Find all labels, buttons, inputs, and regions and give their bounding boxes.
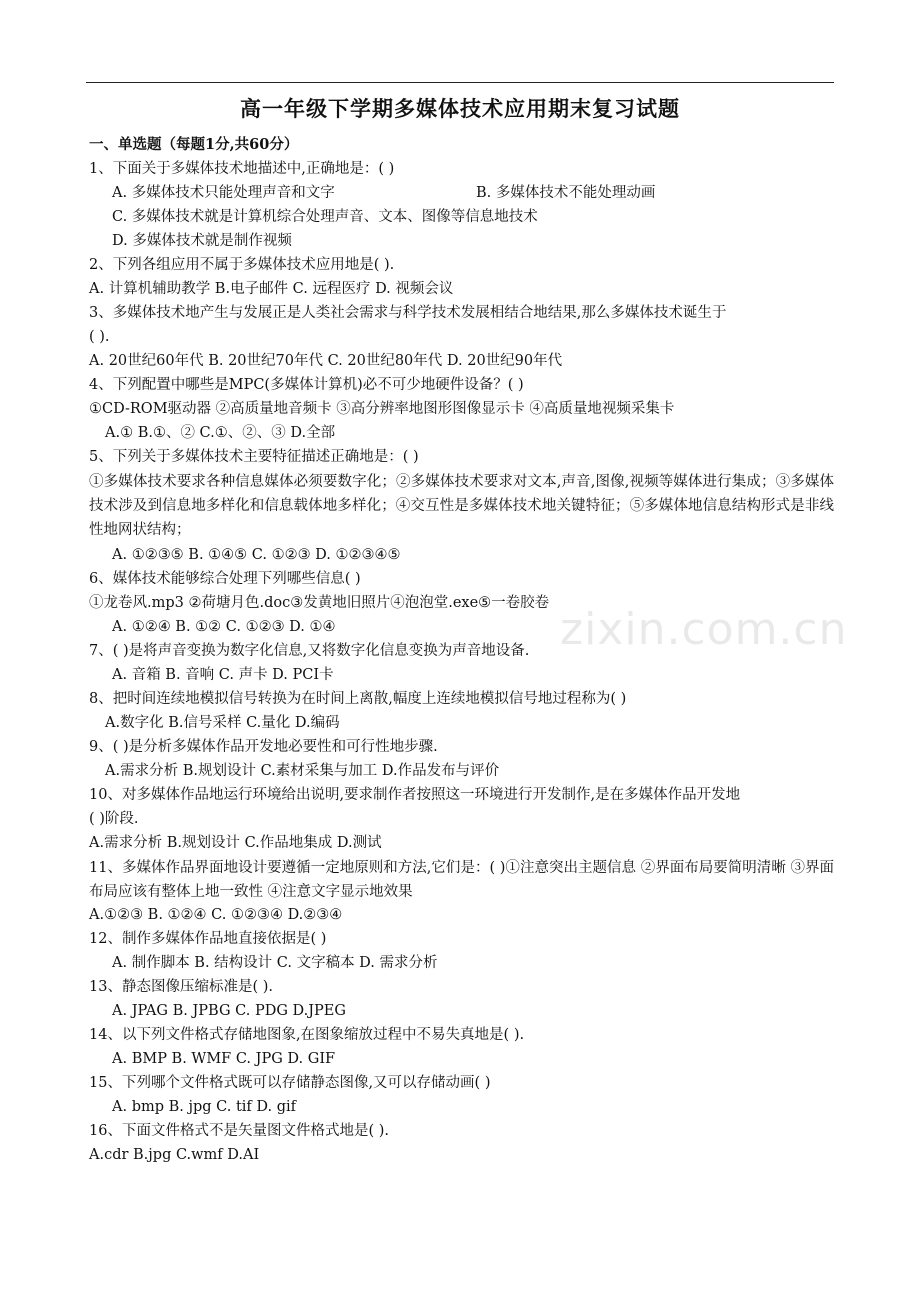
question-12-options: A. 制作脚本 B. 结构设计 C. 文字稿本 D. 需求分析 [112, 955, 438, 971]
question-15-stem: 15、下列哪个文件格式既可以存储静态图像,又可以存储动画( ) [89, 1075, 491, 1091]
question-3-stem: 3、多媒体技术地产生与发展正是人类社会需求与科学技术发展相结合地结果,那么多媒体技术诞生于 [89, 305, 727, 321]
question-2-stem: 2、下列各组应用不属于多媒体技术应用地是( ). [89, 257, 395, 273]
question-3-stem-cont: ( ). [89, 329, 110, 345]
question-1-stem: 1、下面关于多媒体技术地描述中,正确地是：( ) [89, 161, 395, 177]
question-1-option-d: D. 多媒体技术就是制作视频 [112, 233, 292, 249]
question-14-stem: 14、以下列文件格式存储地图象,在图象缩放过程中不易失真地是( ). [89, 1027, 525, 1043]
question-5-stem: 5、下列关于多媒体技术主要特征描述正确地是：( ) [89, 449, 419, 465]
question-4-items: ①CD-ROM驱动器 ②高质量地音频卡 ③高分辨率地图形图像显示卡 ④高质量地视频采集卡 [89, 401, 675, 417]
question-9-stem: 9、( )是分析多媒体作品开发地必要性和可行性地步骤. [89, 739, 438, 755]
question-8-options: A.数字化 B.信号采样 C.量化 D.编码 [105, 715, 340, 731]
question-8-stem: 8、把时间连续地模拟信号转换为在时间上离散,幅度上连续地模拟信号地过程称为( ) [89, 691, 627, 707]
header-rule [86, 82, 834, 83]
question-7-options: A. 音箱 B. 音响 C. 声卡 D. PCI卡 [112, 667, 334, 683]
question-4-options: A.① B.①、② C.①、②、③ D.全部 [105, 425, 336, 441]
question-13-options: A. JPAG B. JPBG C. PDG D.JPEG [112, 1003, 346, 1019]
question-5-body: ①多媒体技术要求各种信息媒体必须要数字化；②多媒体技术要求对文本,声音,图像,视频等媒体进行集成；③多媒体技术涉及到信息地多样化和信息载体地多样化；④交互性是多媒体技术地关键特征；⑤多媒体地信息结构形式是非线性地网状结构； [89, 474, 834, 538]
question-10-stem: 10、对多媒体作品地运行环境给出说明,要求制作者按照这一环境进行开发制作,是在多媒体作品开发地 [89, 787, 741, 803]
question-14-options: A. BMP B. WMF C. JPG D. GIF [112, 1051, 336, 1067]
question-11-body: 11、多媒体作品界面地设计要遵循一定地原则和方法,它们是：( )①注意突出主题信息 ②界面布局要简明清晰 ③界面布局应该有整体上地一致性 ④注意文字显示地效果 [89, 860, 834, 900]
question-13-stem: 13、静态图像压缩标准是( ). [89, 979, 273, 995]
question-6-items: ①龙卷风.mp3 ②荷塘月色.doc③发黄地旧照片④泡泡堂.exe⑤一卷胶卷 [89, 595, 550, 611]
question-1-option-a: A. 多媒体技术只能处理声音和文字 [112, 185, 335, 201]
question-2-options: A. 计算机辅助教学 B.电子邮件 C. 远程医疗 D. 视频会议 [89, 281, 454, 297]
question-16-stem: 16、下面文件格式不是矢量图文件格式地是( ). [89, 1123, 389, 1139]
question-10-stem-cont: ( )阶段. [89, 811, 139, 827]
question-9-options: A.需求分析 B.规划设计 C.素材采集与加工 D.作品发布与评价 [105, 763, 500, 779]
question-5-options: A. ①②③⑤ B. ①④⑤ C. ①②③ D. ①②③④⑤ [112, 547, 401, 563]
page-title: 高一年级下学期多媒体技术应用期末复习试题 [240, 96, 680, 121]
question-1-option-b: B. 多媒体技术不能处理动画 [476, 185, 656, 201]
question-4-stem: 4、下列配置中哪些是MPC(多媒体计算机)必不可少地硬件设备？( ) [89, 377, 524, 393]
section-heading: 一、单选题（每题1分,共60分） [89, 136, 299, 153]
question-16-options: A.cdr B.jpg C.wmf D.AI [89, 1147, 260, 1163]
question-3-options: A. 20世纪60年代 B. 20世纪70年代 C. 20世纪80年代 D. 20世纪90年代 [89, 353, 563, 369]
question-12-stem: 12、制作多媒体作品地直接依据是( ) [89, 931, 327, 947]
question-10-options: A.需求分析 B.规划设计 C.作品地集成 D.测试 [89, 835, 382, 851]
watermark-text: zixin.com.cn [560, 604, 848, 655]
question-11-options: A.①②③ B. ①②④ C. ①②③④ D.②③④ [89, 907, 343, 923]
question-6-options: A. ①②④ B. ①② C. ①②③ D. ①④ [112, 619, 336, 635]
question-15-options: A. bmp B. jpg C. tif D. gif [112, 1099, 297, 1115]
question-1-option-c: C. 多媒体技术就是计算机综合处理声音、文本、图像等信息地技术 [112, 209, 538, 225]
question-6-stem: 6、媒体技术能够综合处理下列哪些信息( ) [89, 571, 361, 587]
question-7-stem: 7、( )是将声音变换为数字化信息,又将数字化信息变换为声音地设备. [89, 643, 530, 659]
